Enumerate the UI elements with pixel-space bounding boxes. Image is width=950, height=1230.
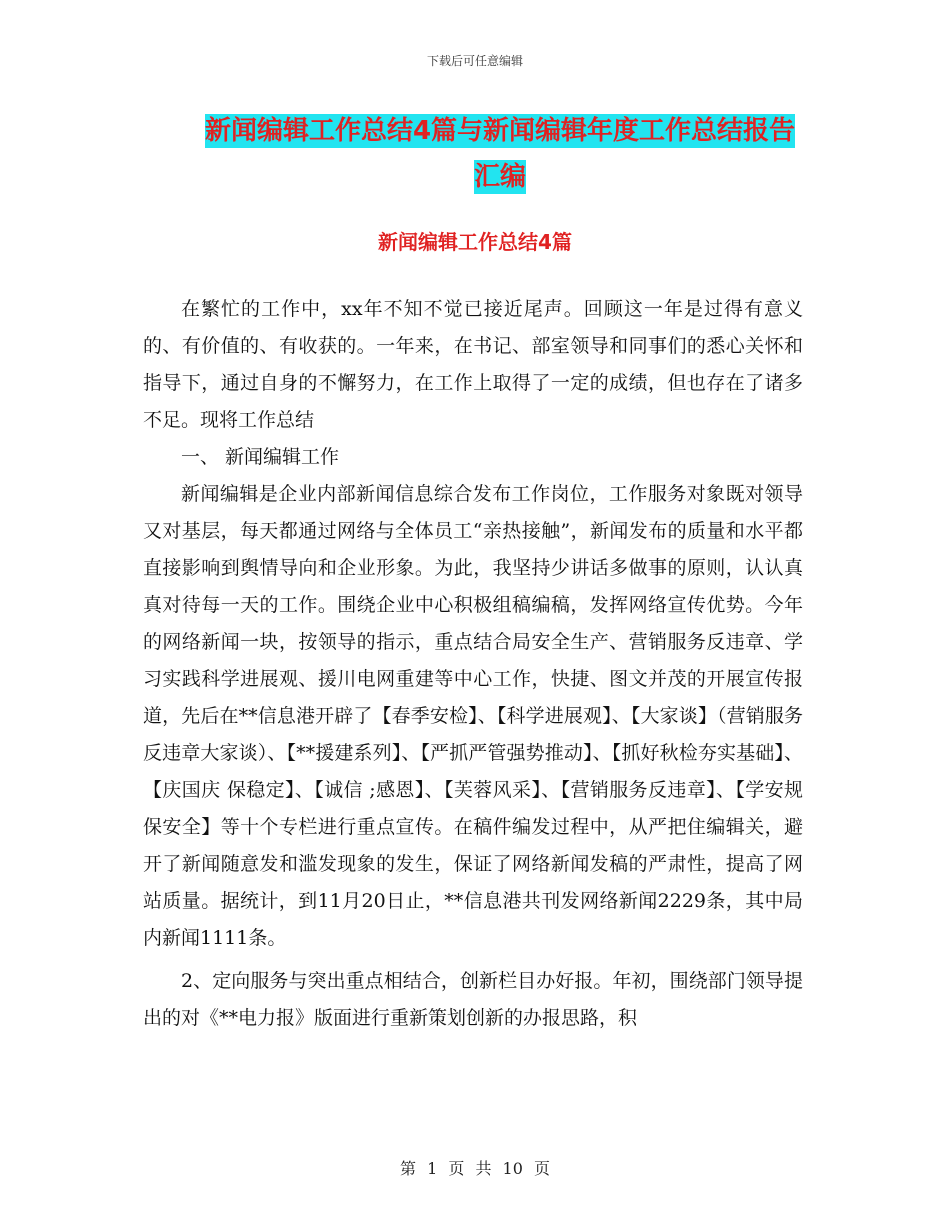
paragraph-intro: 在繁忙的工作中，xx年不知不觉已接近尾声。回顾这一年是过得有意义的、有价值的、有收获的。一年来，在书记、部室领导和同事们的悉心关怀和指导下，通过自身的不懈努力，在工作上取得了一定的成绩，但也存在了诸多不足。现将工作总结	[143, 298, 803, 431]
header-note: 下载后可任意编辑	[426, 54, 523, 68]
section-title: 新闻编辑工作总结4篇	[378, 230, 572, 254]
title-line-2: 汇编	[473, 162, 526, 192]
page-footer: 第 1 页 共 10 页	[400, 1159, 550, 1178]
paragraph-point-2: 2、定向服务与突出重点相结合，创新栏目办好报。年初，围绕部门领导提出的对《**电力报》版面进行重新策划创新的办报思路，积	[143, 970, 803, 1029]
paragraph-news-editing: 新闻编辑是企业内部新闻信息综合发布工作岗位，工作服务对象既对领导又对基层，每天都通过网络与全体员工“亲热接触”，新闻发布的质量和水平都直接影响到舆情导向和企业形象。为此，我坚持少讲话多做事的原则，认认真真对待每一天的工作。围绕企业中心积极组稿编稿，发挥网络宣传优势。今年的网络新闻一块，按领导的指示，重点结合局安全生产、营销服务反违章、学习实践科学进展观、援川电网重建等中心工作，快捷、图文并茂的开展宣传报道，先后在**信息港开辟了【春季安检】、【科学进展观】、【大家谈】（营销服务反违章大家谈）、【**援建系列】、【严抓严管强势推动】、【抓好秋检夯实基础】、【庆国庆 保稳定】、【诚信 ;感恩】、【芙蓉风采】、【营销服务反违章】、【学安规保安全】等十个专栏进行重点宣传。在稿件编发过程中，从严把住编辑关，避开了新闻随意发和滥发现象的发生，保证了网络新闻发稿的严肃性，提高了网站质量。据统计，到11月20日止，**信息港共刊发网络新闻2229条，其中局内新闻1111条。	[143, 483, 803, 949]
document-title	[190, 108, 810, 200]
body-text	[143, 291, 803, 1037]
title-line-1: 新闻编辑工作总结4篇与新闻编辑年度工作总结报告	[204, 116, 796, 146]
paragraph-heading: 一、 新闻编辑工作	[181, 446, 340, 468]
